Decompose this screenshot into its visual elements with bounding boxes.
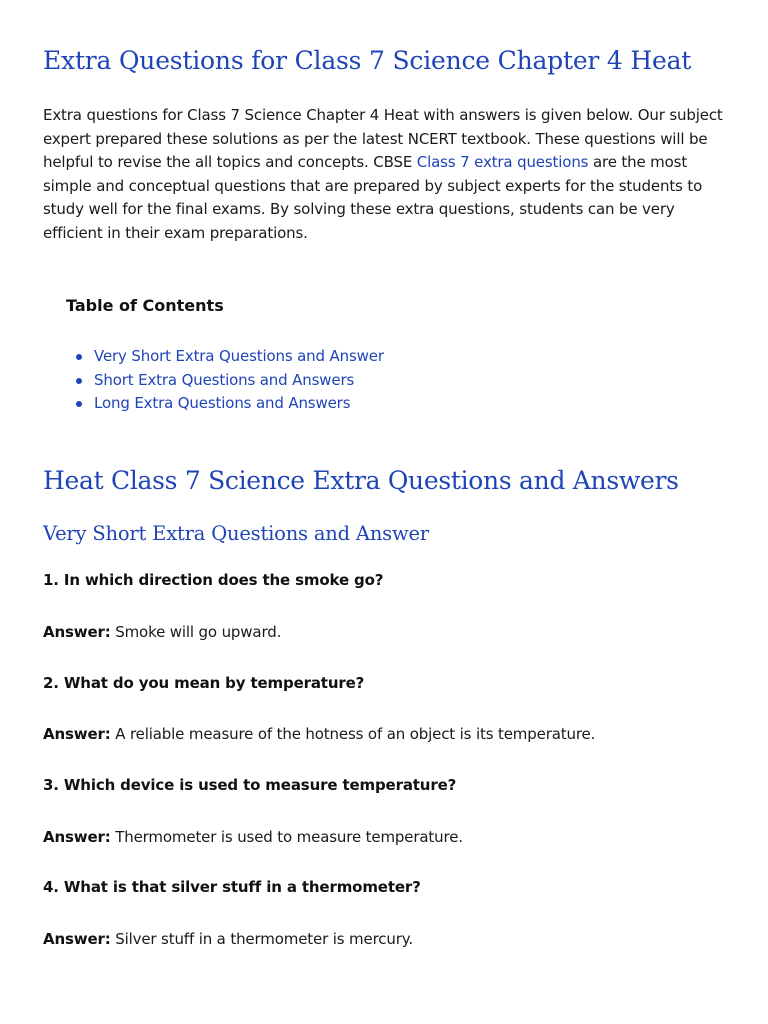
answer-label: Answer: — [43, 623, 111, 641]
question-2: 2. What do you mean by temperature? — [43, 674, 365, 692]
answer-3 — [43, 828, 463, 846]
answer-label: Answer: — [43, 930, 111, 948]
bullet-icon — [76, 378, 82, 384]
answer-label: Answer: — [43, 828, 111, 846]
subsection-title: Very Short Extra Questions and Answer — [43, 522, 429, 545]
class7-extra-questions-link[interactable]: Class 7 extra questions — [416, 153, 589, 171]
answer-text: Silver stuff in a thermometer is mercury. — [110, 930, 413, 948]
toc-link-long[interactable]: Long Extra Questions and Answers — [94, 394, 351, 412]
bullet-icon — [76, 401, 82, 407]
page-title: Extra Questions for Class 7 Science Chapter 4 Heat — [43, 46, 692, 75]
intro-paragraph — [43, 104, 733, 245]
answer-2 — [43, 725, 595, 743]
toc-list — [72, 345, 384, 416]
toc-item — [72, 369, 384, 393]
toc-link-short[interactable]: Short Extra Questions and Answers — [94, 370, 355, 389]
answer-text: A reliable measure of the hotness of an object is its temperature. — [110, 725, 596, 743]
answer-text: Smoke will go upward. — [110, 623, 282, 641]
toc-item — [72, 392, 384, 416]
question-4: 4. What is that silver stuff in a thermometer? — [43, 878, 421, 896]
section-title: Heat Class 7 Science Extra Questions and Answers — [43, 466, 679, 495]
intro-text-end: are the most simple and conceptual questions that are prepared by subject experts for the students to study well for the final exams. By solving these extra questions, students can be very efficient in their exam preparations. — [43, 153, 703, 242]
toc-item — [72, 345, 384, 369]
answer-1 — [43, 623, 281, 641]
intro-text-start: Extra questions for Class 7 Science Chapter 4 Heat with answers is given below. Our subject expert prepared these solutions as per the latest NCERT textbook. These questions will be helpful to revise the all topics and concepts. CBSE — [43, 106, 723, 171]
bullet-icon — [76, 354, 82, 360]
question-3: 3. Which device is used to measure temperature? — [43, 776, 457, 794]
answer-text: Thermometer is used to measure temperature. — [110, 828, 463, 846]
toc-link-very-short[interactable]: Very Short Extra Questions and Answer — [94, 347, 384, 365]
answer-label: Answer: — [43, 725, 111, 743]
question-1: 1. In which direction does the smoke go? — [43, 571, 384, 589]
answer-4 — [43, 930, 413, 948]
toc-title: Table of Contents — [66, 296, 224, 315]
